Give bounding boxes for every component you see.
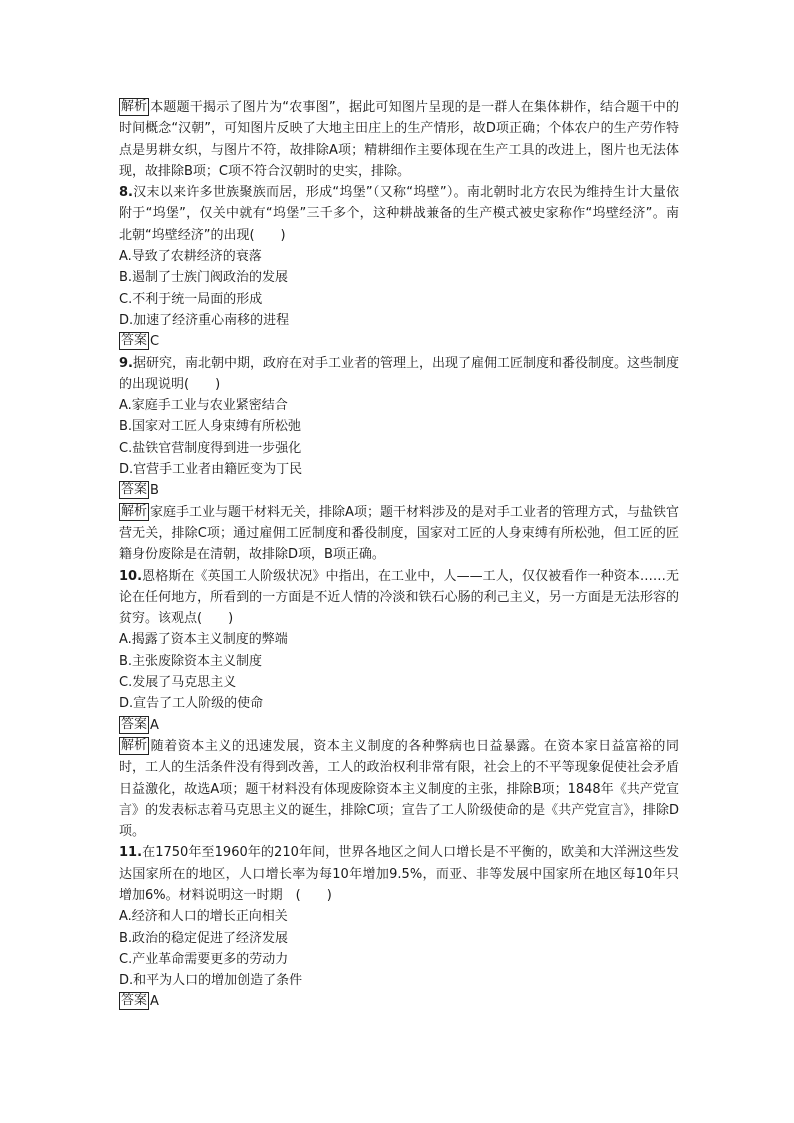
answer-value: A <box>150 994 159 1010</box>
question-number: 10. <box>119 568 143 584</box>
option-d: D.加速了经济重心南移的进程 <box>119 312 290 328</box>
question-8 <box>119 182 679 352</box>
option-b: B.遏制了士族门阀政治的发展 <box>119 270 289 286</box>
answer-line <box>119 715 679 736</box>
question-stem <box>119 353 679 396</box>
question-text: 在1750年至1960年的210年间，世界各地区之间人口增长是不平衡的，欧美和大洋洲这些发达国家所在的地区，人口增长率为每10年增加9.5%，而亚、非等发展中国家所在地区每10年只增加6%。材料说明这一时期 ( ) <box>119 845 679 903</box>
analysis-q7 <box>119 97 679 182</box>
option-c: C.盐铁官营制度得到进一步强化 <box>119 440 302 456</box>
answer-tag: 答案 <box>121 333 148 349</box>
analysis-tag: 解析 <box>121 503 148 519</box>
question-11 <box>119 842 679 1012</box>
option-a: A.导致了农耕经济的衰落 <box>119 249 262 265</box>
question-10 <box>119 566 679 843</box>
option-c: C.发展了马克思主义 <box>119 675 237 691</box>
option-b: B.主张废除资本主义制度 <box>119 653 263 669</box>
option-a: A.经济和人口的增长正向相关 <box>119 909 288 925</box>
question-number: 8. <box>119 185 133 201</box>
option-a: A.家庭手工业与农业紧密结合 <box>119 398 288 414</box>
option-b: B.国家对工匠人身束缚有所松弛 <box>119 419 302 435</box>
question-stem <box>119 182 679 246</box>
question-number: 9. <box>119 355 133 371</box>
analysis-text: 本题题干揭示了图片为“农事图”，据此可知图片呈现的是一群人在集体耕作，结合题干中的时间概念“汉朝”，可知图片反映了大地主田庄上的生产情形，故D项正确；个体农户的生产劳作特点是男耕女织，与图片不符，故排除A项；精耕细作主要体现在生产工具的改进上，图片也无法体现，故排除B项；C项不符合汉朝时的史实，排除。 <box>119 100 679 179</box>
answer-tag: 答案 <box>121 993 148 1009</box>
option-a: A.揭露了资本主义制度的弊端 <box>119 632 288 648</box>
option-d: D.官营手工业者由籍匠变为丁民 <box>119 462 303 478</box>
answer-line <box>119 991 679 1012</box>
question-stem <box>119 566 679 630</box>
question-text: 恩格斯在《英国工人阶级状况》中指出，在工业中，人——工人，仅仅被看作一种资本……无论在任何地方，所看到的一方面是不近人情的冷淡和铁石心肠的利己主义，另一方面是无法形容的贫穷。该观点( ) <box>119 568 679 627</box>
answer-line <box>119 331 679 352</box>
question-text: 汉末以来许多世族聚族而居，形成“坞堡”（又称“坞壁”）。南北朝时北方农民为维持生计大量依附于“坞堡”，仅关中就有“坞堡”三千多个，这种耕战兼备的生产模式被史家称作“坞壁经济”。南北朝“坞壁经济”的出现( ) <box>119 185 679 243</box>
answer-tag: 答案 <box>121 482 148 498</box>
analysis-text: 随着资本主义的迅速发展，资本主义制度的各种弊病也日益暴露。在资本家日益富裕的同时，工人的生活条件没有得到改善，工人的政治权利非常有限，社会上的不平等现象促使社会矛盾日益激化，故选A项；题干材料没有体现废除资本主义制度的主张，排除B项；1848年《共产党宣言》的发表标志着马克思主义的诞生，排除C项；宣告了工人阶级使命的是《共产党宣言》，排除D项。 <box>119 738 679 840</box>
question-9 <box>119 353 679 566</box>
answer-tag: 答案 <box>121 716 148 732</box>
question-text: 据研究，南北朝中期，政府在对手工业者的管理上，出现了雇佣工匠制度和番役制度。这些制度的出现说明( ) <box>119 355 679 392</box>
analysis-block <box>119 502 679 566</box>
question-number: 11. <box>119 845 143 861</box>
option-d: D.宣告了工人阶级的使命 <box>119 696 264 712</box>
answer-value: C <box>150 334 160 350</box>
document-page <box>119 97 679 1013</box>
analysis-text: 家庭手工业与题干材料无关，排除A项；题干材料涉及的是对手工业者的管理方式，与盐铁官营无关，排除C项；通过雇佣工匠制度和番役制度，国家对工匠的人身束缚有所松弛，但工匠的匠籍身份废除是在清朝，故排除D项，B项正确。 <box>119 504 679 563</box>
option-d: D.和平为人口的增加创造了条件 <box>119 973 303 989</box>
question-stem <box>119 842 679 906</box>
option-c: C.不利于统一局面的形成 <box>119 291 263 307</box>
analysis-block <box>119 736 679 842</box>
option-b: B.政治的稳定促进了经济发展 <box>119 930 289 946</box>
analysis-tag: 解析 <box>121 737 148 753</box>
option-c: C.产业革命需要更多的劳动力 <box>119 951 289 967</box>
analysis-tag: 解析 <box>121 99 148 114</box>
answer-value: A <box>150 717 159 733</box>
answer-value: B <box>150 483 159 499</box>
answer-line <box>119 480 679 501</box>
